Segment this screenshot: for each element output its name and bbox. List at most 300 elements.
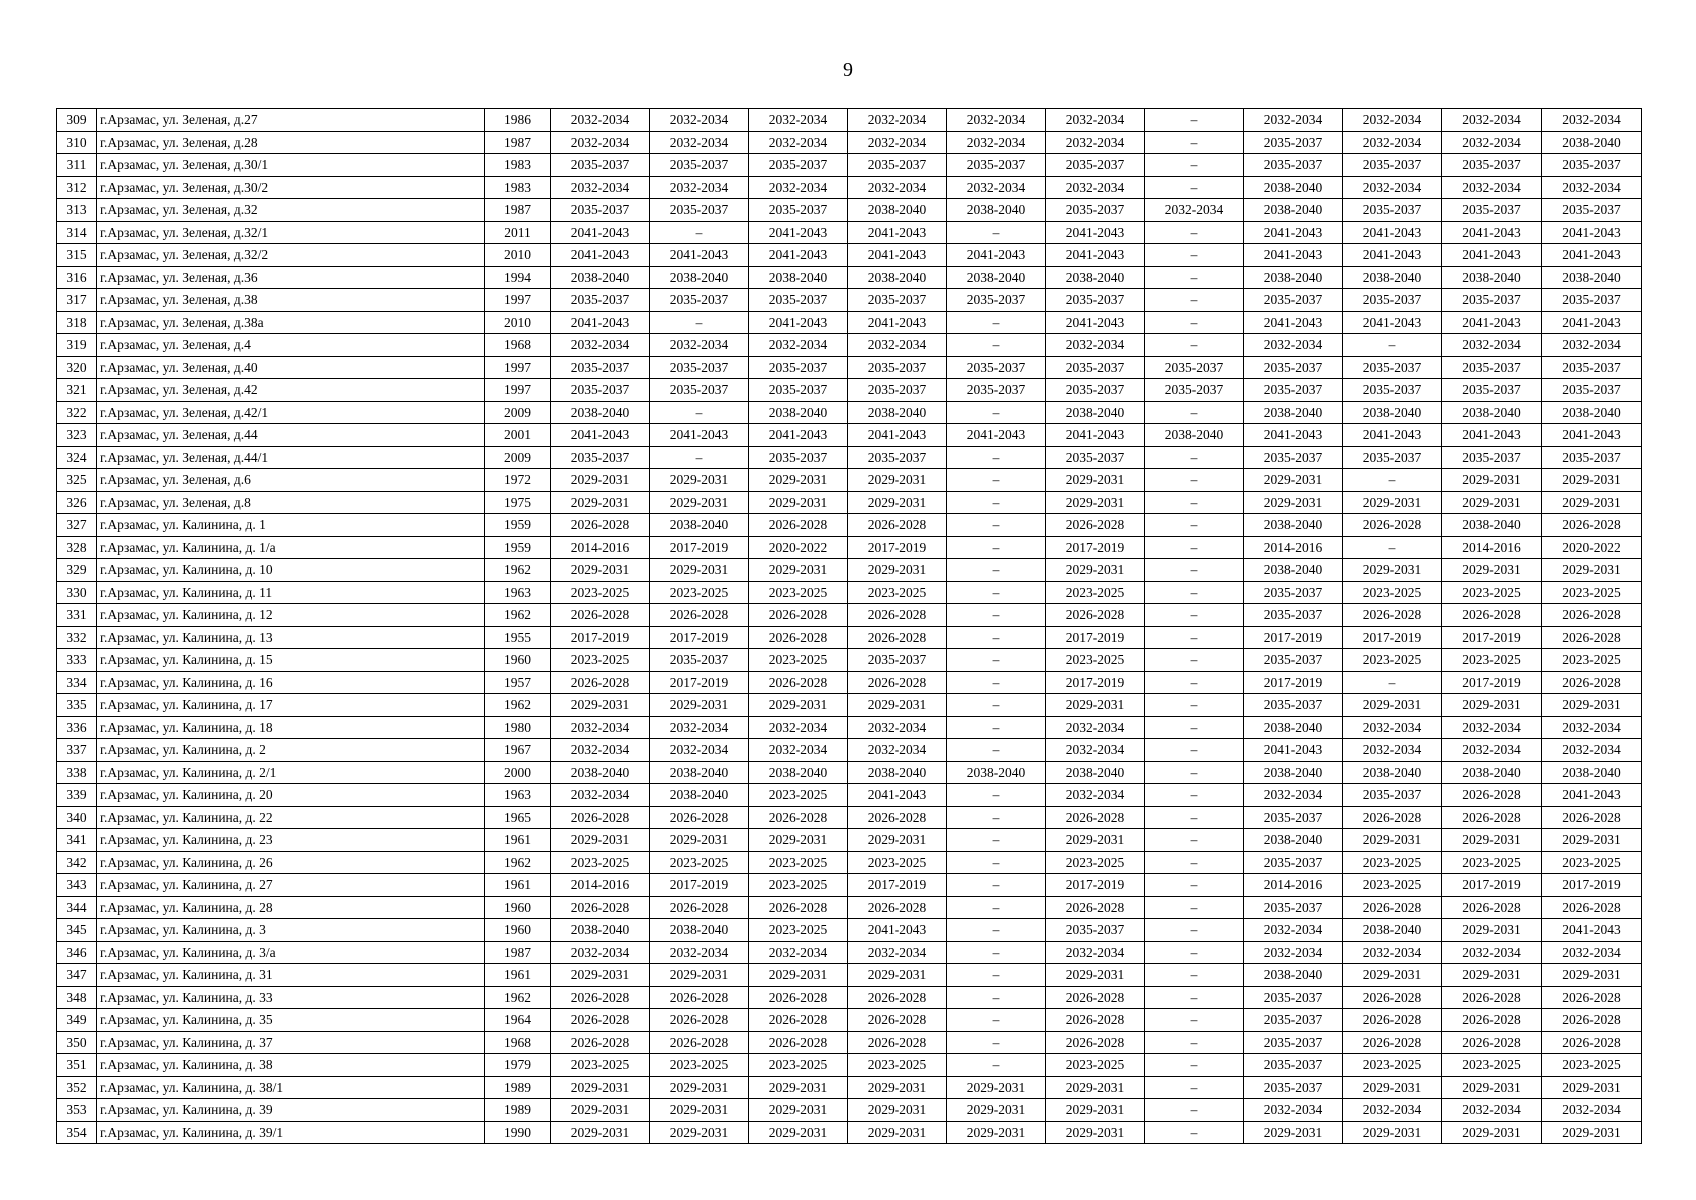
year-built-cell: 1961 <box>485 874 551 897</box>
address-cell: г.Арзамас, ул. Зеленая, д.40 <box>97 356 485 379</box>
schedule-cell: – <box>1145 559 1244 582</box>
schedule-cell: 2035-2037 <box>551 154 650 177</box>
schedule-cell: 2038-2040 <box>1244 199 1343 222</box>
schedule-cell: 2035-2037 <box>1244 379 1343 402</box>
schedule-cell: 2035-2037 <box>1244 1009 1343 1032</box>
address-cell: г.Арзамас, ул. Зеленая, д.8 <box>97 491 485 514</box>
schedule-cell: 2023-2025 <box>1046 581 1145 604</box>
schedule-cell: – <box>1145 874 1244 897</box>
schedule-cell: 2029-2031 <box>1442 964 1542 987</box>
schedule-cell: 2041-2043 <box>1542 424 1642 447</box>
table-body <box>57 109 1642 1144</box>
schedule-cell: 2029-2031 <box>1046 1121 1145 1144</box>
schedule-cell: 2029-2031 <box>650 964 749 987</box>
schedule-cell: – <box>947 784 1046 807</box>
schedule-cell: 2014-2016 <box>1244 874 1343 897</box>
schedule-cell: 2038-2040 <box>1343 401 1442 424</box>
schedule-cell: 2026-2028 <box>848 1031 947 1054</box>
schedule-cell: 2038-2040 <box>749 401 848 424</box>
table-row <box>57 761 1642 784</box>
schedule-cell: 2032-2034 <box>749 176 848 199</box>
schedule-cell: 2032-2034 <box>1046 109 1145 132</box>
address-cell: г.Арзамас, ул. Калинина, д. 15 <box>97 649 485 672</box>
schedule-cell: 2029-2031 <box>1046 1099 1145 1122</box>
schedule-cell: 2026-2028 <box>551 896 650 919</box>
table-row <box>57 829 1642 852</box>
schedule-cell: – <box>947 716 1046 739</box>
schedule-cell: 2017-2019 <box>848 874 947 897</box>
row-number-cell: 330 <box>57 581 97 604</box>
year-built-cell: 1987 <box>485 199 551 222</box>
address-cell: г.Арзамас, ул. Калинина, д. 12 <box>97 604 485 627</box>
row-number-cell: 333 <box>57 649 97 672</box>
schedule-cell: 2023-2025 <box>1542 649 1642 672</box>
schedule-cell: 2029-2031 <box>1343 1076 1442 1099</box>
schedule-cell: 2029-2031 <box>749 559 848 582</box>
schedule-cell: – <box>947 829 1046 852</box>
schedule-cell: 2035-2037 <box>947 356 1046 379</box>
schedule-cell: 2029-2031 <box>1542 694 1642 717</box>
table-row <box>57 289 1642 312</box>
schedule-cell: 2029-2031 <box>848 559 947 582</box>
schedule-cell: 2038-2040 <box>1145 424 1244 447</box>
schedule-cell: – <box>1145 109 1244 132</box>
schedule-cell: 2026-2028 <box>1542 626 1642 649</box>
schedule-cell: 2038-2040 <box>650 266 749 289</box>
schedule-cell: 2032-2034 <box>749 109 848 132</box>
year-built-cell: 1986 <box>485 109 551 132</box>
schedule-cell: 2032-2034 <box>848 176 947 199</box>
schedule-cell: 2041-2043 <box>749 244 848 267</box>
table-row <box>57 649 1642 672</box>
schedule-cell: 2032-2034 <box>848 131 947 154</box>
year-built-cell: 1972 <box>485 469 551 492</box>
schedule-cell: 2035-2037 <box>1244 851 1343 874</box>
schedule-cell: – <box>1145 671 1244 694</box>
row-number-cell: 346 <box>57 941 97 964</box>
schedule-cell: 2026-2028 <box>1442 806 1542 829</box>
table-row <box>57 896 1642 919</box>
schedule-cell: – <box>1145 536 1244 559</box>
schedule-cell: 2038-2040 <box>947 199 1046 222</box>
schedule-cell: 2035-2037 <box>1244 694 1343 717</box>
schedule-cell: 2038-2040 <box>1442 514 1542 537</box>
schedule-cell: 2041-2043 <box>1046 311 1145 334</box>
address-cell: г.Арзамас, ул. Калинина, д. 22 <box>97 806 485 829</box>
schedule-cell: 2032-2034 <box>1244 334 1343 357</box>
schedule-cell: 2035-2037 <box>1343 199 1442 222</box>
schedule-cell: 2029-2031 <box>1046 491 1145 514</box>
schedule-cell: 2041-2043 <box>848 919 947 942</box>
address-cell: г.Арзамас, ул. Зеленая, д.32/1 <box>97 221 485 244</box>
row-number-cell: 347 <box>57 964 97 987</box>
schedule-cell: 2023-2025 <box>1442 649 1542 672</box>
schedule-cell: 2026-2028 <box>749 514 848 537</box>
address-cell: г.Арзамас, ул. Зеленая, д.6 <box>97 469 485 492</box>
schedule-cell: 2032-2034 <box>1542 1099 1642 1122</box>
row-number-cell: 337 <box>57 739 97 762</box>
schedule-cell: 2038-2040 <box>1244 559 1343 582</box>
schedule-cell: 2032-2034 <box>650 334 749 357</box>
table-row <box>57 491 1642 514</box>
schedule-cell: 2026-2028 <box>551 514 650 537</box>
schedule-cell: – <box>947 401 1046 424</box>
schedule-cell: 2029-2031 <box>947 1121 1046 1144</box>
schedule-cell: 2035-2037 <box>947 289 1046 312</box>
schedule-cell: – <box>1145 469 1244 492</box>
schedule-cell: 2026-2028 <box>551 806 650 829</box>
year-built-cell: 1965 <box>485 806 551 829</box>
address-cell: г.Арзамас, ул. Зеленая, д.30/1 <box>97 154 485 177</box>
schedule-cell: 2038-2040 <box>1244 829 1343 852</box>
schedule-cell: 2026-2028 <box>848 806 947 829</box>
row-number-cell: 348 <box>57 986 97 1009</box>
table-row <box>57 244 1642 267</box>
schedule-cell: – <box>947 851 1046 874</box>
table-row <box>57 694 1642 717</box>
schedule-cell: – <box>1145 1031 1244 1054</box>
schedule-cell: 2032-2034 <box>650 176 749 199</box>
schedule-cell: 2029-2031 <box>1542 829 1642 852</box>
schedule-cell: – <box>1145 694 1244 717</box>
schedule-cell: 2023-2025 <box>749 919 848 942</box>
schedule-cell: 2032-2034 <box>1542 334 1642 357</box>
schedule-cell: 2038-2040 <box>1542 266 1642 289</box>
schedule-cell: – <box>947 649 1046 672</box>
schedule-cell: 2035-2037 <box>1542 379 1642 402</box>
address-cell: г.Арзамас, ул. Калинина, д. 3/а <box>97 941 485 964</box>
year-built-cell: 1994 <box>485 266 551 289</box>
schedule-cell: – <box>947 311 1046 334</box>
schedule-cell: 2029-2031 <box>650 491 749 514</box>
table-row <box>57 1076 1642 1099</box>
address-cell: г.Арзамас, ул. Калинина, д. 20 <box>97 784 485 807</box>
schedule-cell: 2038-2040 <box>749 266 848 289</box>
schedule-cell: 2026-2028 <box>749 1031 848 1054</box>
schedule-cell: 2041-2043 <box>650 424 749 447</box>
schedule-cell: 2041-2043 <box>749 424 848 447</box>
schedule-cell: 2035-2037 <box>848 154 947 177</box>
schedule-cell: 2026-2028 <box>848 896 947 919</box>
schedule-cell: 2035-2037 <box>1046 919 1145 942</box>
schedule-cell: 2029-2031 <box>1046 964 1145 987</box>
schedule-cell: 2029-2031 <box>1442 1076 1542 1099</box>
schedule-cell: 2026-2028 <box>1343 896 1442 919</box>
year-built-cell: 1961 <box>485 829 551 852</box>
address-cell: г.Арзамас, ул. Калинина, д. 31 <box>97 964 485 987</box>
schedule-cell: 2035-2037 <box>551 446 650 469</box>
schedule-cell: 2038-2040 <box>1244 514 1343 537</box>
schedule-cell: 2026-2028 <box>848 626 947 649</box>
schedule-cell: 2029-2031 <box>650 829 749 852</box>
schedule-cell: 2017-2019 <box>1046 671 1145 694</box>
schedule-cell: 2026-2028 <box>1046 986 1145 1009</box>
schedule-cell: 2026-2028 <box>1343 1009 1442 1032</box>
schedule-cell: 2035-2037 <box>1442 356 1542 379</box>
table-row <box>57 266 1642 289</box>
schedule-cell: 2041-2043 <box>1343 424 1442 447</box>
schedule-cell: 2035-2037 <box>749 356 848 379</box>
schedule-cell: 2029-2031 <box>848 1076 947 1099</box>
schedule-cell: 2032-2034 <box>1442 1099 1542 1122</box>
schedule-cell: 2026-2028 <box>551 1009 650 1032</box>
schedule-cell: 2038-2040 <box>848 761 947 784</box>
row-number-cell: 322 <box>57 401 97 424</box>
address-cell: г.Арзамас, ул. Калинина, д. 28 <box>97 896 485 919</box>
schedule-cell: 2035-2037 <box>1244 986 1343 1009</box>
schedule-cell: – <box>1145 154 1244 177</box>
page-number: 9 <box>843 59 853 81</box>
schedule-cell: 2029-2031 <box>1046 469 1145 492</box>
row-number-cell: 320 <box>57 356 97 379</box>
schedule-cell: 2029-2031 <box>1442 919 1542 942</box>
schedule-cell: 2041-2043 <box>1542 311 1642 334</box>
schedule-cell: 2026-2028 <box>848 604 947 627</box>
schedule-cell: 2026-2028 <box>551 1031 650 1054</box>
schedule-cell: 2041-2043 <box>749 221 848 244</box>
row-number-cell: 309 <box>57 109 97 132</box>
schedule-cell: 2029-2031 <box>1244 1121 1343 1144</box>
schedule-cell: – <box>1145 1054 1244 1077</box>
year-built-cell: 1979 <box>485 1054 551 1077</box>
schedule-cell: 2032-2034 <box>551 334 650 357</box>
schedule-cell: 2029-2031 <box>650 694 749 717</box>
schedule-cell: – <box>1145 446 1244 469</box>
schedule-cell: 2029-2031 <box>551 1076 650 1099</box>
schedule-cell: – <box>947 964 1046 987</box>
schedule-cell: 2023-2025 <box>551 649 650 672</box>
schedule-cell: 2023-2025 <box>551 581 650 604</box>
schedule-cell: 2035-2037 <box>1244 154 1343 177</box>
schedule-cell: 2029-2031 <box>1244 469 1343 492</box>
schedule-cell: 2041-2043 <box>1343 244 1442 267</box>
schedule-cell: 2029-2031 <box>551 1121 650 1144</box>
year-built-cell: 1957 <box>485 671 551 694</box>
schedule-cell: 2035-2037 <box>848 356 947 379</box>
schedule-cell: 2035-2037 <box>1244 446 1343 469</box>
schedule-cell: 2017-2019 <box>1343 626 1442 649</box>
schedule-cell: 2029-2031 <box>1542 491 1642 514</box>
schedule-cell: – <box>1145 1121 1244 1144</box>
schedule-cell: 2032-2034 <box>1046 716 1145 739</box>
schedule-cell: – <box>947 446 1046 469</box>
schedule-cell: 2026-2028 <box>1046 896 1145 919</box>
schedule-cell: – <box>947 604 1046 627</box>
schedule-cell: 2041-2043 <box>848 424 947 447</box>
schedule-cell: 2032-2034 <box>848 109 947 132</box>
schedule-cell: 2032-2034 <box>551 109 650 132</box>
schedule-cell: 2023-2025 <box>749 851 848 874</box>
schedule-cell: – <box>1145 784 1244 807</box>
address-cell: г.Арзамас, ул. Калинина, д. 16 <box>97 671 485 694</box>
schedule-cell: – <box>1145 649 1244 672</box>
schedule-cell: 2032-2034 <box>848 941 947 964</box>
schedule-cell: 2041-2043 <box>1542 221 1642 244</box>
address-cell: г.Арзамас, ул. Зеленая, д.32 <box>97 199 485 222</box>
address-cell: г.Арзамас, ул. Зеленая, д.4 <box>97 334 485 357</box>
schedule-cell: 2038-2040 <box>1343 266 1442 289</box>
schedule-cell: 2032-2034 <box>848 334 947 357</box>
schedule-cell: 2041-2043 <box>551 244 650 267</box>
table-row <box>57 1009 1642 1032</box>
schedule-cell: 2035-2037 <box>551 379 650 402</box>
schedule-cell: 2035-2037 <box>1046 446 1145 469</box>
year-built-cell: 1997 <box>485 356 551 379</box>
schedule-cell: 2029-2031 <box>1442 469 1542 492</box>
schedule-cell: 2032-2034 <box>1343 1099 1442 1122</box>
schedule-cell: 2029-2031 <box>1542 1121 1642 1144</box>
schedule-cell: – <box>947 806 1046 829</box>
schedule-cell: 2038-2040 <box>1442 266 1542 289</box>
address-cell: г.Арзамас, ул. Калинина, д. 38/1 <box>97 1076 485 1099</box>
table-row <box>57 626 1642 649</box>
schedule-cell: 2035-2037 <box>1046 379 1145 402</box>
schedule-cell: 2032-2034 <box>749 131 848 154</box>
table-row <box>57 199 1642 222</box>
schedule-cell: – <box>1145 716 1244 739</box>
schedule-cell: 2035-2037 <box>1343 289 1442 312</box>
schedule-cell: – <box>1343 536 1442 559</box>
schedule-cell: 2035-2037 <box>650 356 749 379</box>
schedule-cell: 2032-2034 <box>1343 739 1442 762</box>
table-row <box>57 1099 1642 1122</box>
year-built-cell: 1989 <box>485 1076 551 1099</box>
address-cell: г.Арзамас, ул. Калинина, д. 10 <box>97 559 485 582</box>
schedule-cell: 2026-2028 <box>749 604 848 627</box>
schedule-cell: – <box>1145 131 1244 154</box>
schedule-cell: 2023-2025 <box>1046 851 1145 874</box>
schedule-cell: 2017-2019 <box>1442 626 1542 649</box>
schedule-cell: – <box>1145 289 1244 312</box>
schedule-cell: – <box>947 334 1046 357</box>
table-row <box>57 131 1642 154</box>
row-number-cell: 343 <box>57 874 97 897</box>
schedule-cell: 2032-2034 <box>1145 199 1244 222</box>
schedule-cell: 2032-2034 <box>1343 941 1442 964</box>
address-cell: г.Арзамас, ул. Калинина, д. 1/а <box>97 536 485 559</box>
schedule-cell: 2029-2031 <box>848 469 947 492</box>
schedule-cell: 2029-2031 <box>848 1099 947 1122</box>
address-cell: г.Арзамас, ул. Зеленая, д.38 <box>97 289 485 312</box>
schedule-cell: 2038-2040 <box>1542 131 1642 154</box>
schedule-cell: 2035-2037 <box>1046 356 1145 379</box>
schedule-cell: 2032-2034 <box>1046 784 1145 807</box>
row-number-cell: 332 <box>57 626 97 649</box>
schedule-cell: 2029-2031 <box>1442 491 1542 514</box>
row-number-cell: 338 <box>57 761 97 784</box>
address-cell: г.Арзамас, ул. Калинина, д. 13 <box>97 626 485 649</box>
table-row <box>57 919 1642 942</box>
schedule-cell: 2038-2040 <box>1046 761 1145 784</box>
schedule-cell: 2032-2034 <box>650 109 749 132</box>
schedule-cell: 2026-2028 <box>1442 986 1542 1009</box>
row-number-cell: 319 <box>57 334 97 357</box>
table-row <box>57 469 1642 492</box>
schedule-cell: – <box>1145 986 1244 1009</box>
schedule-cell: 2017-2019 <box>1244 626 1343 649</box>
schedule-cell: 2029-2031 <box>1244 491 1343 514</box>
schedule-cell: 2041-2043 <box>1343 311 1442 334</box>
schedule-cell: 2032-2034 <box>1046 176 1145 199</box>
schedule-cell: 2035-2037 <box>551 289 650 312</box>
schedule-cell: – <box>947 896 1046 919</box>
row-number-cell: 311 <box>57 154 97 177</box>
schedule-cell: – <box>1145 1009 1244 1032</box>
schedule-cell: 2038-2040 <box>650 514 749 537</box>
address-cell: г.Арзамас, ул. Калинина, д. 26 <box>97 851 485 874</box>
schedule-cell: – <box>1145 851 1244 874</box>
year-built-cell: 1962 <box>485 604 551 627</box>
schedule-cell: 2029-2031 <box>551 469 650 492</box>
schedule-cell: 2017-2019 <box>551 626 650 649</box>
address-cell: г.Арзамас, ул. Калинина, д. 3 <box>97 919 485 942</box>
table-row <box>57 986 1642 1009</box>
row-number-cell: 314 <box>57 221 97 244</box>
schedule-cell: – <box>1145 176 1244 199</box>
schedule-cell: 2023-2025 <box>749 1054 848 1077</box>
schedule-cell: 2032-2034 <box>1244 784 1343 807</box>
schedule-cell: 2035-2037 <box>1244 604 1343 627</box>
schedule-cell: 2029-2031 <box>650 1076 749 1099</box>
schedule-cell: 2038-2040 <box>1343 919 1442 942</box>
schedule-cell: 2017-2019 <box>650 874 749 897</box>
schedule-cell: – <box>1145 311 1244 334</box>
schedule-cell: 2026-2028 <box>1542 896 1642 919</box>
year-built-cell: 1964 <box>485 1009 551 1032</box>
schedule-cell: 2026-2028 <box>1343 604 1442 627</box>
schedule-cell: 2029-2031 <box>749 694 848 717</box>
row-number-cell: 325 <box>57 469 97 492</box>
schedule-cell: 2041-2043 <box>1442 311 1542 334</box>
year-built-cell: 2010 <box>485 244 551 267</box>
schedule-cell: 2032-2034 <box>1244 1099 1343 1122</box>
schedule-cell: 2041-2043 <box>947 244 1046 267</box>
schedule-cell: 2029-2031 <box>749 964 848 987</box>
schedule-cell: 2035-2037 <box>749 199 848 222</box>
schedule-cell: 2038-2040 <box>1542 761 1642 784</box>
year-built-cell: 1959 <box>485 536 551 559</box>
year-built-cell: 2009 <box>485 401 551 424</box>
schedule-cell: 2038-2040 <box>1244 716 1343 739</box>
schedule-cell: 2026-2028 <box>1442 1031 1542 1054</box>
table-row <box>57 559 1642 582</box>
year-built-cell: 1960 <box>485 919 551 942</box>
schedule-cell: 2035-2037 <box>650 649 749 672</box>
table-row <box>57 1121 1642 1144</box>
schedule-cell: 2029-2031 <box>749 829 848 852</box>
row-number-cell: 344 <box>57 896 97 919</box>
schedule-cell: 2032-2034 <box>1442 716 1542 739</box>
schedule-cell: 2029-2031 <box>848 1121 947 1144</box>
schedule-cell: 2032-2034 <box>749 334 848 357</box>
schedule-cell: 2029-2031 <box>1046 1076 1145 1099</box>
table-row <box>57 1054 1642 1077</box>
schedule-cell: 2041-2043 <box>1244 739 1343 762</box>
schedule-cell: 2041-2043 <box>848 221 947 244</box>
schedule-cell: 2026-2028 <box>749 626 848 649</box>
schedule-cell: 2035-2037 <box>947 154 1046 177</box>
row-number-cell: 328 <box>57 536 97 559</box>
schedule-cell: 2020-2022 <box>749 536 848 559</box>
row-number-cell: 341 <box>57 829 97 852</box>
schedule-cell: 2029-2031 <box>1343 694 1442 717</box>
schedule-cell: – <box>1145 514 1244 537</box>
table-row <box>57 806 1642 829</box>
schedule-cell: 2041-2043 <box>1343 221 1442 244</box>
schedule-cell: 2035-2037 <box>1244 289 1343 312</box>
schedule-cell: 2029-2031 <box>551 829 650 852</box>
schedule-cell: 2026-2028 <box>1046 1009 1145 1032</box>
